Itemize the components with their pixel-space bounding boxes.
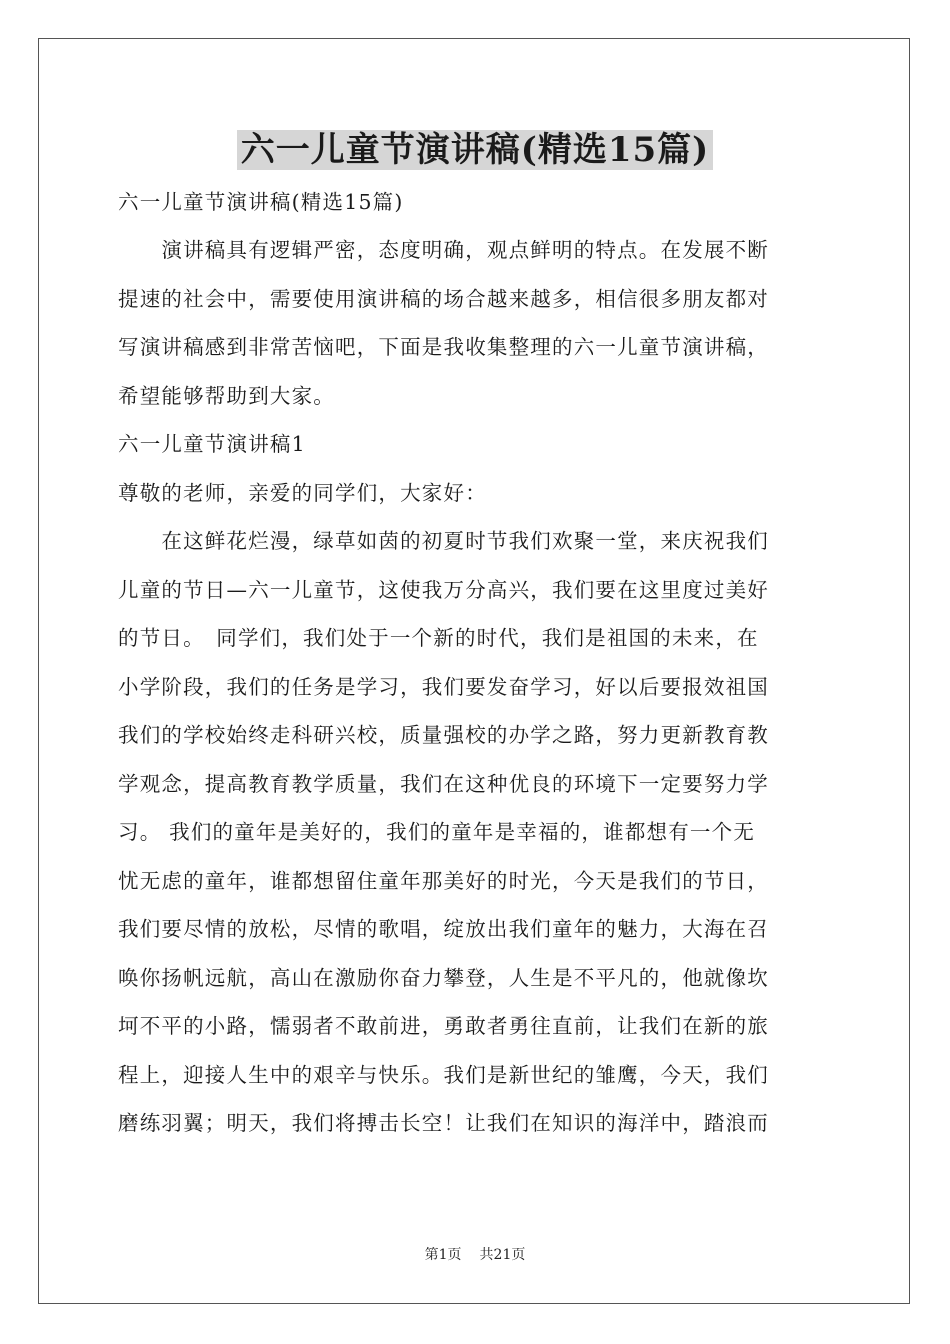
page-number-current: 第1页	[424, 1247, 462, 1263]
body-line: 儿童的节日—六一儿童节，这使我万分高兴，我们要在这里度过美好	[118, 577, 769, 602]
section-heading: 六一儿童节演讲稿1	[118, 432, 306, 456]
salutation: 尊敬的老师，亲爱的同学们，大家好：	[118, 480, 487, 505]
page-footer	[0, 1245, 950, 1265]
body-line: 我们的学校始终走科研兴校，质量强校的办学之路，努力更新教育教	[118, 723, 769, 747]
page-number-total: 共21页	[479, 1247, 526, 1263]
body-line: 习。 我们的童年是美好的，我们的童年是幸福的，谁都想有一个无	[118, 820, 756, 844]
body-line: 坷不平的小路，懦弱者不敢前进，勇敢者勇往直前，让我们在新的旅	[118, 1014, 769, 1038]
body-line: 写演讲稿感到非常苦恼吧，下面是我收集整理的六一儿童节演讲稿，	[118, 335, 769, 359]
document-title-text: 六一儿童节演讲稿(精选15篇)	[237, 130, 714, 170]
body-line: 提速的社会中，需要使用演讲稿的场合越来越多，相信很多朋友都对	[118, 286, 769, 311]
body-line: 小学阶段，我们的任务是学习，我们要发奋学习，好以后要报效祖国	[118, 674, 769, 699]
body-line: 在这鲜花烂漫，绿草如茵的初夏时节我们欢聚一堂，来庆祝我们	[118, 529, 769, 553]
document-subtitle: 六一儿童节演讲稿(精选15篇)	[118, 190, 404, 214]
body-line: 学观念，提高教育教学质量，我们在这种优良的环境下一定要努力学	[118, 771, 769, 796]
body-line: 我们要尽情的放松，尽情的歌唱，绽放出我们童年的魅力，大海在召	[118, 917, 769, 941]
body-line: 唤你扬帆远航，高山在激励你奋力攀登，人生是不平凡的，他就像坎	[118, 965, 769, 990]
body-line: 演讲稿具有逻辑严密，态度明确，观点鲜明的特点。在发展不断	[118, 238, 769, 262]
body-line: 程上，迎接人生中的艰辛与快乐。我们是新世纪的雏鹰，今天，我们	[118, 1062, 769, 1087]
body-line: 的节日。 同学们，我们处于一个新的时代，我们是祖国的未来，在	[118, 626, 759, 650]
document-title	[0, 128, 950, 172]
body-line: 忧无虑的童年，谁都想留住童年那美好的时光，今天是我们的节日，	[118, 868, 769, 893]
document-body	[118, 178, 838, 1148]
body-line: 希望能够帮助到大家。	[118, 383, 335, 408]
body-line: 磨练羽翼；明天，我们将搏击长空！让我们在知识的海洋中，踏浪而	[118, 1111, 769, 1135]
